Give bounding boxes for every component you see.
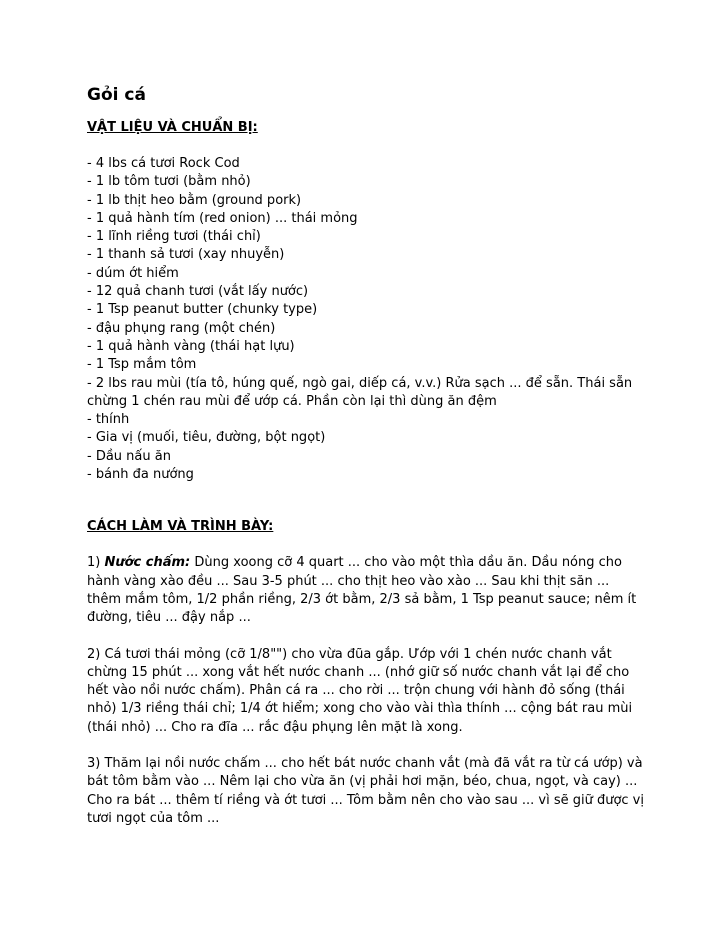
ingredients-heading: VẬT LIỆU VÀ CHUẨN BỊ:	[87, 120, 258, 135]
ingredient-item: - 1 thanh sả tươi (xay nhuyễn)	[87, 247, 285, 263]
ingredient-item: - 1 lb thịt heo bằm (ground pork)	[87, 192, 302, 208]
ingredient-item: - 1 lb tôm tươi (bằm nhỏ)	[87, 174, 251, 190]
step-1-label: Nước chấm:	[104, 555, 191, 571]
ingredient-item: - 1 quả hành tím (red onion) ... thái mỏng	[87, 210, 358, 226]
method-heading: CÁCH LÀM VÀ TRÌNH BÀY:	[87, 519, 274, 535]
step-1-paragraph	[87, 554, 647, 627]
step-1-number: 1)	[87, 555, 105, 571]
ingredient-item: - 4 lbs cá tươi Rock Cod	[87, 156, 240, 171]
ingredient-item: - Gia vị (muối, tiêu, đường, bột ngọt)	[87, 430, 326, 446]
ingredient-item: - Dầu nấu ăn	[87, 448, 171, 464]
ingredient-item: - bánh đa nướng	[87, 467, 194, 483]
step-1-text: Dùng xoong cỡ 4 quart ... cho vào một thìa dầu ăn. Dầu nóng cho hành vàng xào đều ... Sau 3-5 phút ... cho thịt heo vào xào ... Sau khi thịt săn ... thêm mắm tôm, 1/2 phần riềng, 2/3 ớt bằm, 2/3 sả bằm, 1 Tsp peanut sauce; nêm ít đường, tiêu ... đậy nắp ...	[87, 555, 637, 626]
ingredient-item: - thính	[87, 412, 130, 428]
document-page	[87, 84, 647, 828]
ingredient-item: - đậu phụng rang (một chén)	[87, 320, 276, 336]
ingredient-item: - 1 quả hành vàng (thái hạt lựu)	[87, 338, 295, 354]
ingredient-item: - 1 lĩnh riềng tươi (thái chỉ)	[87, 229, 261, 245]
ingredient-item: - 1 Tsp mắm tôm	[87, 357, 197, 373]
ingredient-item: - 1 Tsp peanut butter (chunky type)	[87, 302, 318, 318]
ingredient-item: - 2 lbs rau mùi (tía tô, húng quế, ngò gai, diếp cá, v.v.) Rửa sạch ... để sẵn. Thái sẵn chừng 1 chén rau mùi để ướp cá. Phần còn lại thì dùng ăn đệm	[87, 375, 633, 409]
step-3-paragraph: 3) Thăm lại nồi nước chấm ... cho hết bát nước chanh vắt (mà đã vắt ra từ cá ướp) và bát tôm bằm vào ... Nêm lại cho vừa ăn (vị phải hơi mặn, béo, chua, ngọt, và cay) ... Cho ra bát ... thêm tí riềng và ớt tươi ... Tôm bằm nên cho vào sau ... vì sẽ giữ được vị tươi ngọt của tôm ...	[87, 756, 644, 826]
step-2-paragraph: 2) Cá tươi thái mỏng (cỡ 1/8"") cho vừa đũa gắp. Ướp với 1 chén nước chanh vắt chừng 15 phút ... xong vắt hết nước chanh ... (nhớ giữ số nước chanh vắt lại để cho hết vào nồi nước chấm). Phân cá ra ... cho rời ... trộn chung với hành đỏ sống (thái nhỏ) 1/3 riềng thái chỉ; 1/4 ớt hiểm; xong cho vào vài thìa thính ... cộng bát rau mùi (thái nhỏ) ... Cho ra đĩa ... rắc đậu phụng lên mặt là xong.	[87, 646, 633, 735]
ingredient-item: - 12 quả chanh tươi (vắt lấy nước)	[87, 284, 309, 300]
ingredient-item: - dúm ớt hiểm	[87, 265, 179, 281]
recipe-title: Gỏi cá	[87, 85, 146, 105]
ingredient-list	[87, 155, 647, 484]
